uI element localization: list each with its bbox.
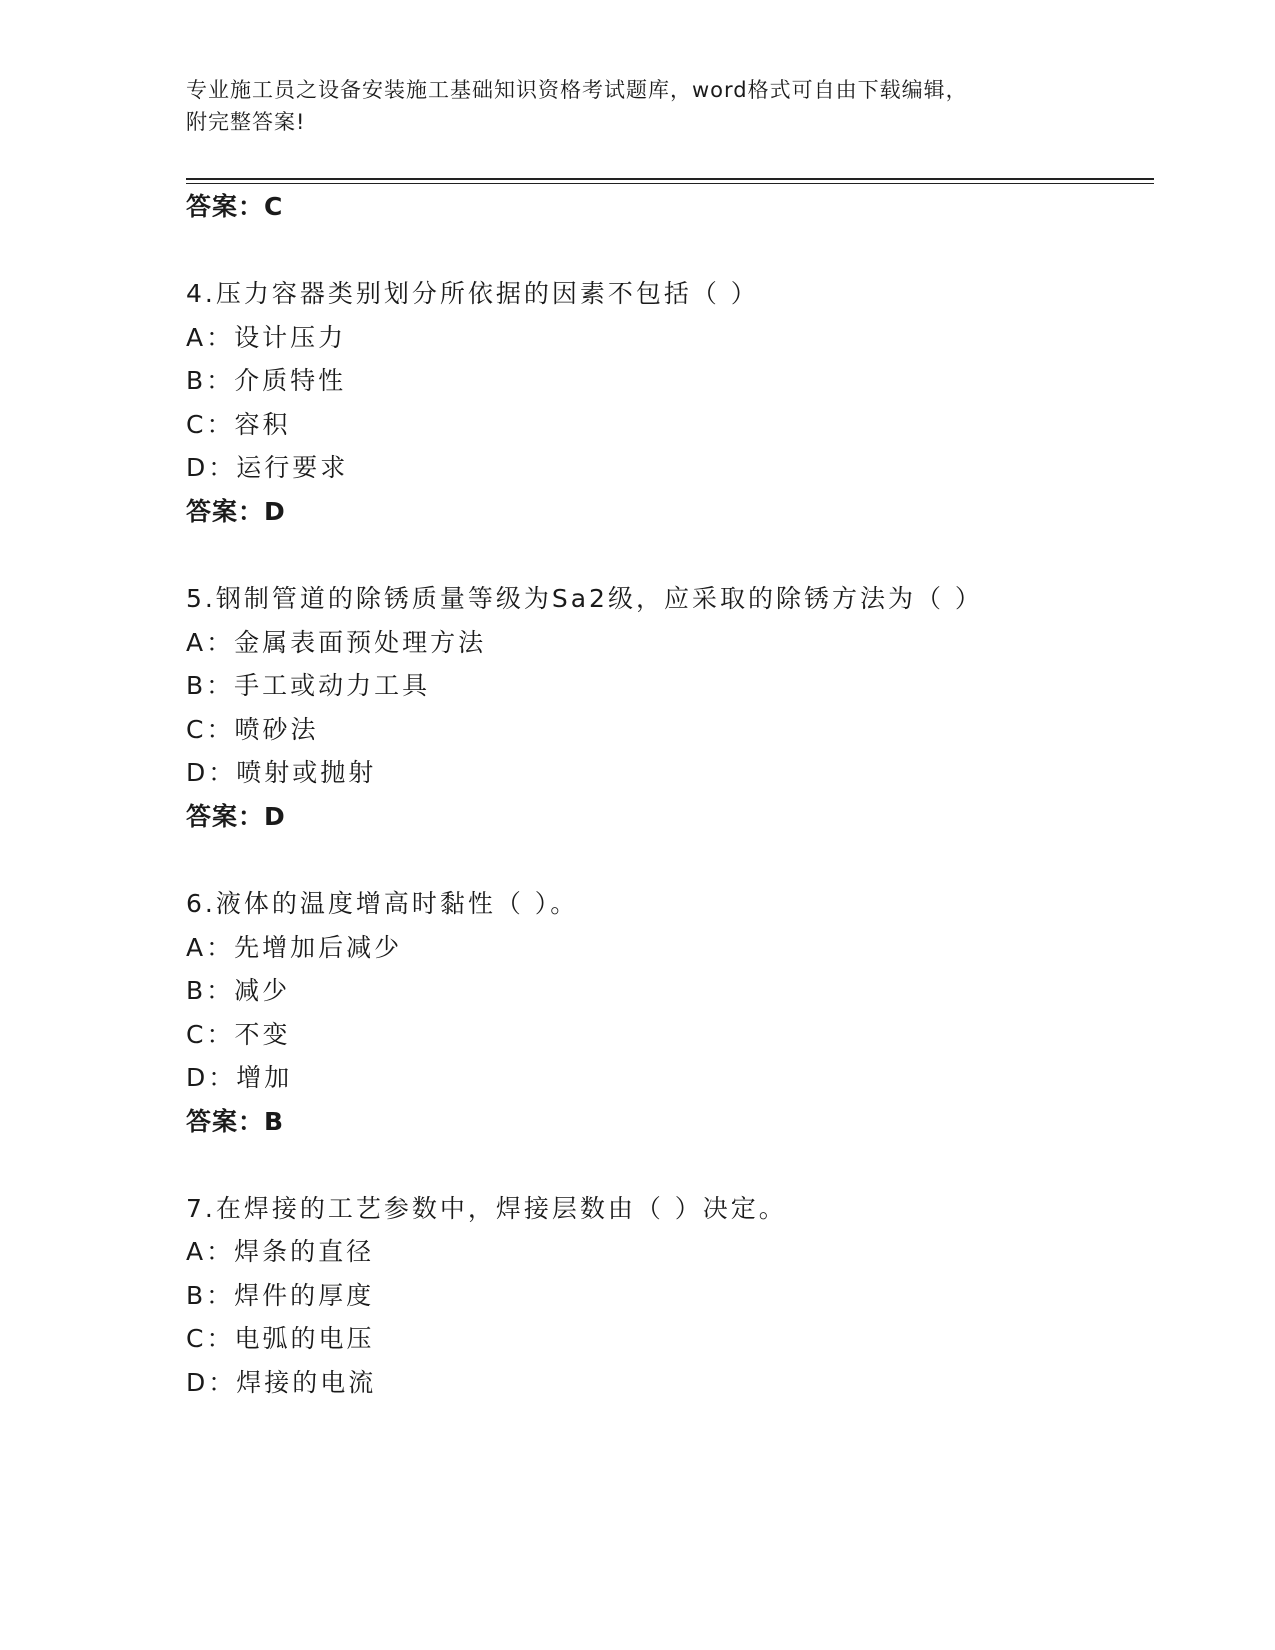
- question-stem: 6.液体的温度增高时黏性（ ）。: [186, 889, 579, 918]
- option-a: A：金属表面预处理方法: [186, 628, 487, 657]
- option-b: B：焊件的厚度: [186, 1281, 375, 1310]
- header-line-1: 专业施工员之设备安装施工基础知识资格考试题库，word格式可自由下载编辑，: [186, 78, 968, 102]
- answer-line: 答案：C: [186, 192, 284, 221]
- answer-line: 答案：B: [186, 1107, 285, 1136]
- document-header: [186, 74, 1086, 138]
- option-d: D：焊接的电流: [186, 1368, 377, 1397]
- option-c: C：容积: [186, 410, 291, 439]
- question-stem: 7.在焊接的工艺参数中，焊接层数由（ ）决定。: [186, 1194, 787, 1223]
- question-stem: 4.压力容器类别划分所依据的因素不包括（ ）: [186, 279, 759, 308]
- option-d: D：增加: [186, 1063, 293, 1092]
- option-b: B：介质特性: [186, 366, 347, 395]
- option-b: B：减少: [186, 976, 291, 1005]
- header-line-2: 附完整答案!: [186, 110, 306, 134]
- answer-line: 答案：D: [186, 802, 286, 831]
- option-c: C：电弧的电压: [186, 1324, 375, 1353]
- option-a: A：焊条的直径: [186, 1237, 375, 1266]
- option-c: C：不变: [186, 1020, 291, 1049]
- answer-line: 答案：D: [186, 497, 286, 526]
- option-d: D：运行要求: [186, 453, 349, 482]
- header-rule-thick: [186, 178, 1154, 180]
- header-rule-thin: [186, 183, 1154, 184]
- option-b: B：手工或动力工具: [186, 671, 431, 700]
- question-stem: 5.钢制管道的除锈质量等级为Sa2级，应采取的除锈方法为（ ）: [186, 584, 983, 613]
- option-a: A：先增加后减少: [186, 933, 403, 962]
- option-d: D：喷射或抛射: [186, 758, 377, 787]
- option-c: C：喷砂法: [186, 715, 319, 744]
- option-a: A：设计压力: [186, 323, 347, 352]
